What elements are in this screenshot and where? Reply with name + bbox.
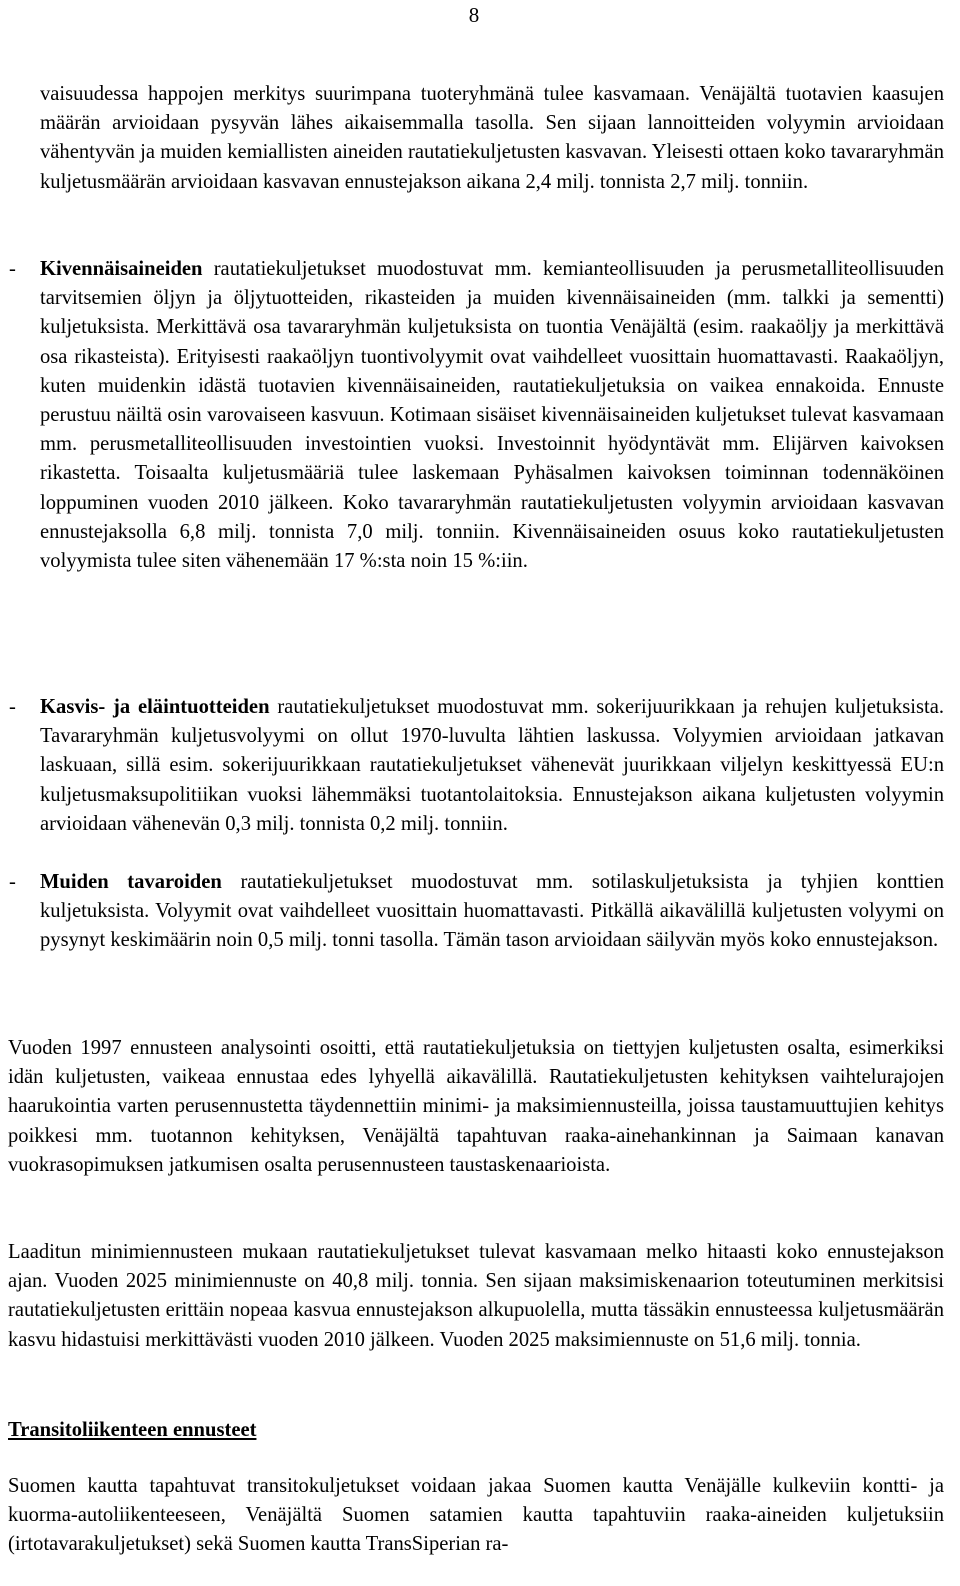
bullet-dash: - [9, 696, 16, 718]
bullet-kasvis-ja-elaintuotteet [40, 693, 944, 839]
bullet-text: rautatiekuljetukset muodostuvat mm. sokerijuurikkaan ja rehujen kuljetuksista. Tavararyhmän kuljetusvolyymi on ollut 1970-luvulta lähtien laskussa. Volyymien arvioidaan jatkavan laskuaan, sillä esim. sokerijuurikkaan rautatiekuljetukset vähenevät juurikkaan viljelyn keskittyessä EU:n kuljetusmaksupolitiikan vuoksi lähemmäksi tuotantolaitoksia. Ennustejakson aikana kuljetusten volyymin arvioidaan vähenevän 0,3 milj. tonnista 0,2 milj. tonniin. [40, 696, 944, 835]
analysis-paragraph: Vuoden 1997 ennusteen analysointi osoitti, että rautatiekuljetuksia on tiettyjen kuljetusten osalta, esimerkiksi idän kuljetusten, vaikeaa ennustaa edes lyhyellä aikavälillä. Rautatiekuljetusten kehityksen vaihtelurajojen haarukointia varten perusennustetta täydennettiin minimi- ja maksimiennusteilla, joissa taustamuuttujien kehitys poikkesi mm. tuotannon kehityksen, Venäjältä tapahtuvan raaka-ainehankinnan ja Saimaan kanavan vuokrasopimuksen jatkumisen osalta perusennusteen taustaskenaarioista. [8, 1037, 944, 1176]
bullet-muut-tavarat [40, 868, 944, 956]
minmax-paragraph: Laaditun minimiennusteen mukaan rautatiekuljetukset tulevat kasvamaan melko hitaasti koko ennustejakson ajan. Vuoden 2025 minimiennuste on 40,8 milj. tonnia. Sen sijaan maksimiskenaarion toteutuminen merkitsisi rautatiekuljetusten erittäin nopeaa kasvua ennustejakson alkupuolella, mutta tässäkin ennusteessa kuljetusmäärän kasvu hidastuisi merkittävästi vuoden 2010 jälkeen. Vuoden 2025 maksimiennuste on 51,6 milj. tonnia. [8, 1241, 944, 1351]
transit-paragraph: Suomen kautta tapahtuvat transitokuljetukset voidaan jakaa Suomen kautta Venäjälle kulkeviin kontti- ja kuorma-autoliikenteeseen, Venäjältä Suomen satamien kautta tapahtuviin raaka-aineiden kuljetuksiin (irtotavarakuljetukset) sekä Suomen kautta TransSiperian ra- [8, 1475, 944, 1556]
bullet-term: Muiden tavaroiden [40, 871, 222, 893]
page-number: 8 [468, 3, 480, 27]
bullet-dash: - [9, 871, 16, 893]
bullet-term: Kasvis- ja eläintuotteiden [40, 696, 270, 718]
bullet-text: rautatiekuljetukset muodostuvat mm. kemianteollisuuden ja perusmetalliteollisuuden tarvitsemien öljyn ja öljytuotteiden, rikasteiden ja muiden kivennäisaineiden (mm. talkki ja sementti) kuljetuksista. Merkittävä osa tavararyhmän kuljetuksista on tuontia Venäjältä (esim. raakaöljy ja merkittävä osa rikasteista). Erityisesti raakaöljyn tuontivolyymit ovat vaihdelleet vuosittain huomattavasti. Raakaöljyn, kuten muidenkin idästä tuotavien kivennäisaineiden, rautatiekuljetuksia on vaikea ennakoida. Ennuste perustuu näiltä osin varovaiseen kasvuun. Kotimaan sisäiset kivennäisaineiden kuljetukset tulevat kasvamaan mm. perusmetalliteollisuuden investointien vuoksi. Investoinnit hyödyntävät mm. Elijärven kaivoksen rikastetta. Toisaalta kuljetusmääriä tulee laskemaan Pyhäsalmen kaivoksen toiminnan todennäköinen loppuminen vuoden 2010 jälkeen. Koko tavararyhmän rautatiekuljetusten volyymin arvioidaan kasvavan ennustejaksolla 6,8 milj. tonnista 7,0 milj. tonniin. Kivennäisaineiden osuus koko rautatiekuljetusten volyymista tulee siten vähenemään 17 %:sta noin 15 %:iin. [40, 258, 944, 573]
intro-paragraph: vaisuudessa happojen merkitys suurimpana tuoteryhmänä tulee kasvamaan. Venäjältä tuotavien kaasujen määrän arvioidaan pysyvän lähes aikaisemmalla tasolla. Sen sijaan lannoitteiden volyymin arvioidaan vähentyvän ja muiden kemiallisten aineiden rautatiekuljetusten kasvavan. Yleisesti ottaen koko tavararyhmän kuljetusmäärän arvioidaan kasvavan ennustejakson aikana 2,4 milj. tonnista 2,7 milj. tonniin. [40, 83, 944, 193]
section-heading: Transitoliikenteen ennusteet [8, 1419, 257, 1441]
bullet-term: Kivennäisaineiden [40, 258, 203, 280]
bullet-dash: - [9, 258, 16, 280]
bullet-kivennaisaineet [40, 255, 944, 576]
bullet-text: rautatiekuljetukset muodostuvat mm. sotilaskuljetuksista ja tyhjien konttien kuljetuksista. Volyymit ovat vaihdelleet vuosittain huomattavasti. Pitkällä aikavälillä kuljetusten volyymi on pysynyt keskimäärin noin 0,5 milj. tonni tasolla. Tämän tason arvioidaan säilyvän myös koko ennustejakson. [40, 871, 944, 952]
